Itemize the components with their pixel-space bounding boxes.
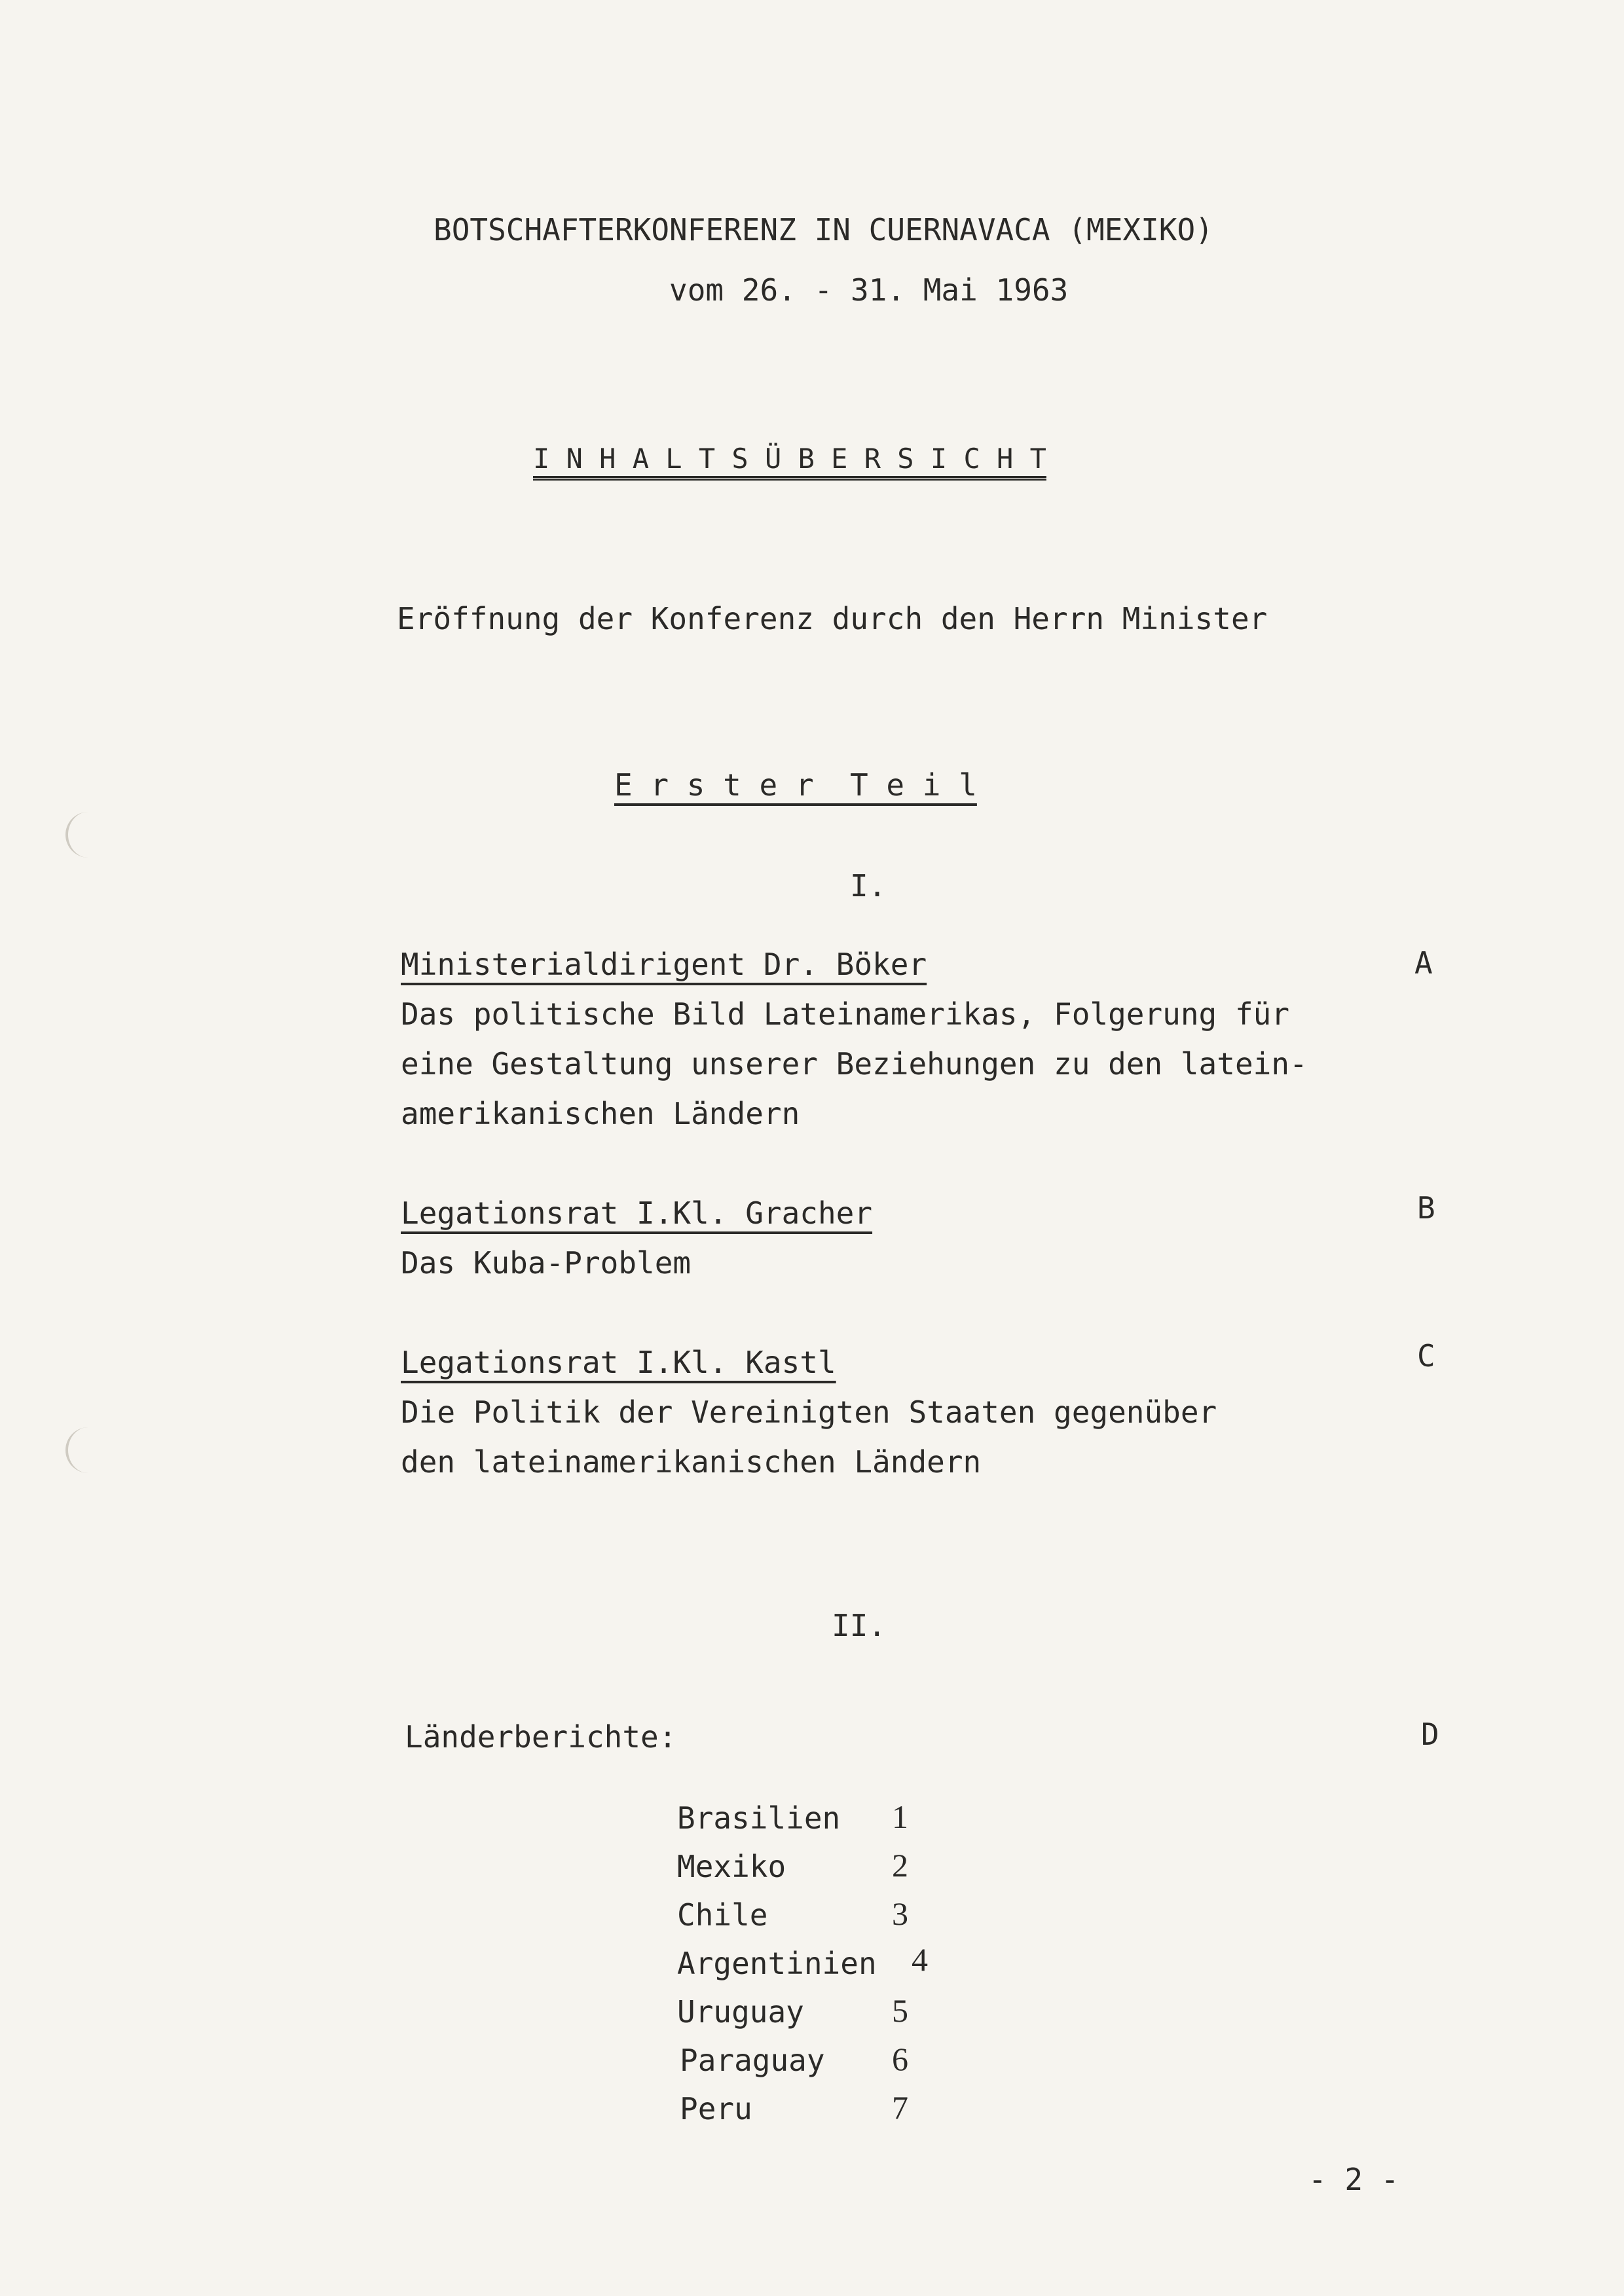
section-two-numeral: II. [832,1608,887,1643]
entry-c-speaker: Legationsrat I.Kl. Kastl [401,1345,836,1380]
list-item-number: 7 [892,2089,908,2126]
list-item-number: 5 [892,1992,908,2029]
list-item-number: 2 [892,1847,908,1884]
opening-line: Eröffnung der Konferenz durch den Herrn Minister [397,601,1268,636]
list-item-number: 1 [892,1798,908,1835]
punch-hole-lower [65,1427,94,1473]
list-item-number: 6 [892,2041,908,2077]
entry-a-line-2: eine Gestaltung unserer Beziehungen zu den latein- [401,1046,1308,1082]
list-item: Chile [677,1897,768,1933]
entry-c-line-2: den lateinamerikanischen Ländern [401,1444,982,1480]
conference-title: BOTSCHAFTERKONFERENZ IN CUERNAVACA (MEXIKO) [434,212,1213,247]
list-item: Mexiko [677,1849,786,1884]
entry-c-marker: C [1417,1338,1435,1374]
entry-a-marker: A [1414,945,1433,981]
page-number: - 2 - [1308,2162,1399,2197]
list-item-number: 4 [912,1941,928,1978]
list-item: Brasilien [677,1800,841,1836]
entry-c-line-1: Die Politik der Vereinigten Staaten gegenüber [401,1394,1217,1430]
entry-a-line-3: amerikanischen Ländern [401,1096,800,1131]
entry-a-speaker: Ministerialdirigent Dr. Böker [401,947,927,982]
entry-b-line-1: Das Kuba-Problem [401,1245,692,1281]
punch-hole-upper [65,812,94,858]
entry-b-marker: B [1417,1190,1435,1226]
conference-dates: vom 26. - 31. Mai 1963 [669,272,1069,308]
list-item: Peru [680,2091,752,2126]
section-one-numeral: I. [850,868,887,903]
list-item: Argentinien [677,1946,877,1981]
list-item: Uruguay [677,1994,804,2030]
part-title: E r s t e r T e i l [614,767,977,803]
entry-a-line-1: Das politische Bild Lateinamerikas, Folgerung für [401,996,1290,1032]
entry-b-speaker: Legationsrat I.Kl. Gracher [401,1195,873,1231]
list-item: Paraguay [680,2043,825,2078]
country-reports-label: Länderberichte: [405,1719,677,1755]
contents-heading: I N H A L T S Ü B E R S I C H T [533,443,1046,475]
section-two-marker: D [1421,1717,1439,1752]
list-item-number: 3 [892,1895,908,1932]
